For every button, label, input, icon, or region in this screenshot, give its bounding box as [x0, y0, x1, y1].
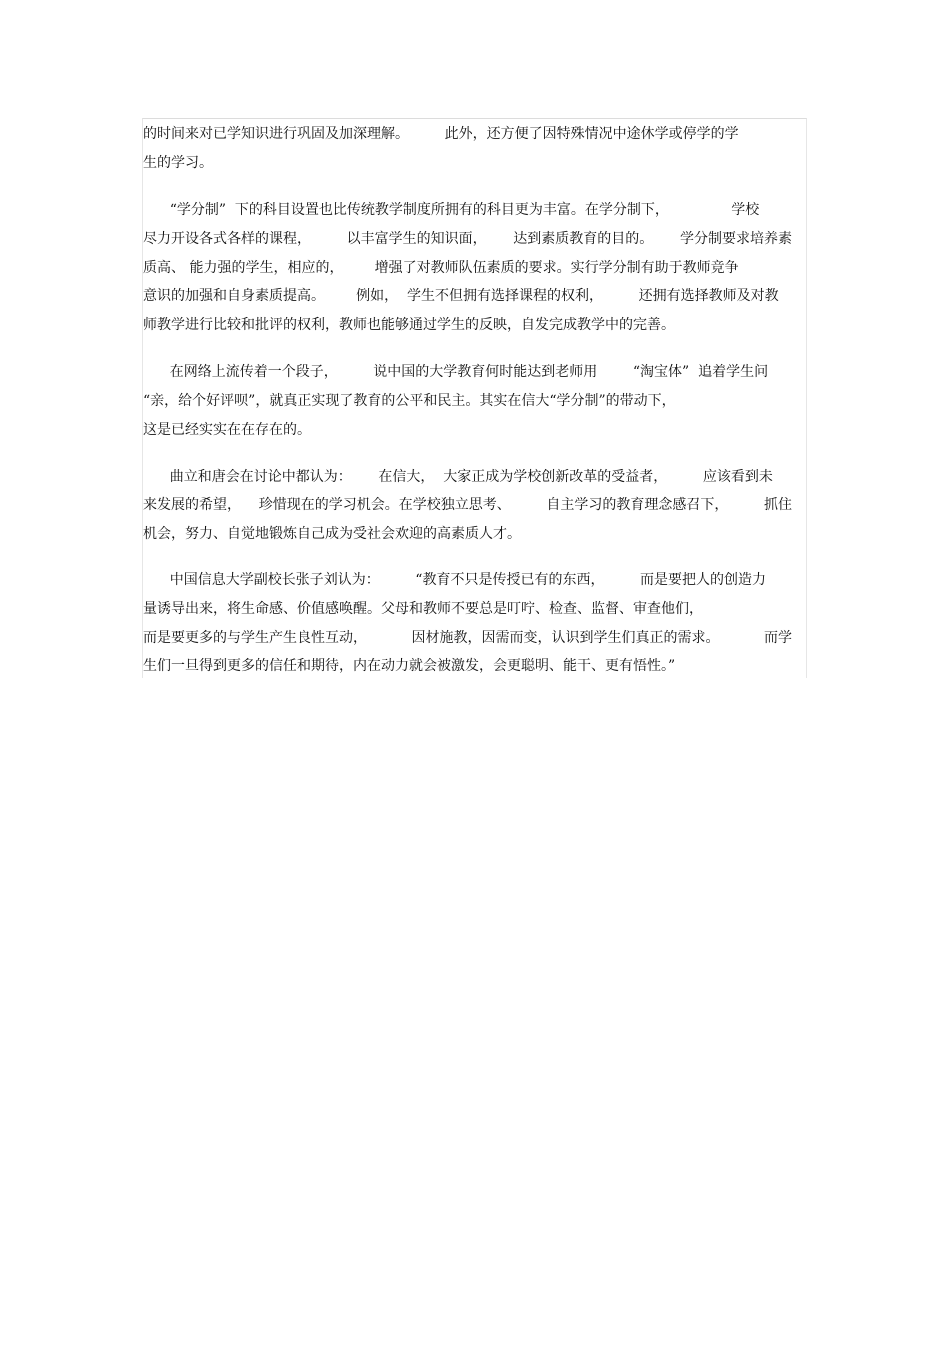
text-line: 生们一旦得到更多的信任和期待，内在动力就会被激发，会更聪明、能干、更有悟性。”	[143, 658, 676, 674]
text-line: 曲立和唐会在讨论中都认为： 在信大， 大家正成为学校创新改革的受益者， 应该看到未	[143, 469, 773, 485]
text-line: 这是已经实实在在存在的。	[143, 422, 311, 438]
text-line: 而是要更多的与学生产生良性互动， 因材施教，因需而变，认识到学生们真正的需求。 而学	[143, 630, 793, 646]
text-line: 生的学习。	[143, 155, 213, 171]
text-line: 意识的加强和自身素质提高。 例如， 学生不但拥有选择课程的权利， 还拥有选择教师及对教	[143, 288, 779, 304]
text-line: 机会，努力、自觉地锻炼自己成为受社会欢迎的高素质人才。	[143, 526, 521, 542]
text-line: 量诱导出来，将生命感、价值感唤醒。父母和教师不要总是叮咛、检查、监督、审查他们，	[143, 601, 703, 617]
text-line: 中国信息大学副校长张子刘认为： “教育不只是传授已有的东西， 而是要把人的创造力	[143, 572, 767, 588]
text-line: 的时间来对已学知识进行巩固及加深理解。 此外，还方便了因特殊情况中途休学或停学的学	[143, 126, 739, 142]
text-line: “学分制” 下的科目设置也比传统教学制度所拥有的科目更为丰富。在学分制下， 学校	[143, 202, 760, 218]
text-line: 尽力开设各式各样的课程， 以丰富学生的知识面， 达到素质教育的目的。 学分制要求培养素	[143, 231, 793, 247]
text-line: “亲，给个好评呗”，就真正实现了教育的公平和民主。其实在信大“学分制”的带动下，	[143, 393, 676, 409]
article-text	[142, 118, 807, 678]
text-line: 在网络上流传着一个段子， 说中国的大学教育何时能达到老师用 “淘宝体” 追着学生问	[143, 364, 769, 380]
text-line: 质高、 能力强的学生，相应的， 增强了对教师队伍素质的要求。实行学分制有助于教师竞争	[143, 260, 739, 276]
text-line: 师教学进行比较和批评的权利，教师也能够通过学生的反映，自发完成教学中的完善。	[143, 317, 675, 333]
text-line: 来发展的希望， 珍惜现在的学习机会。在学校独立思考、 自主学习的教育理念感召下， 抓住	[143, 497, 793, 513]
